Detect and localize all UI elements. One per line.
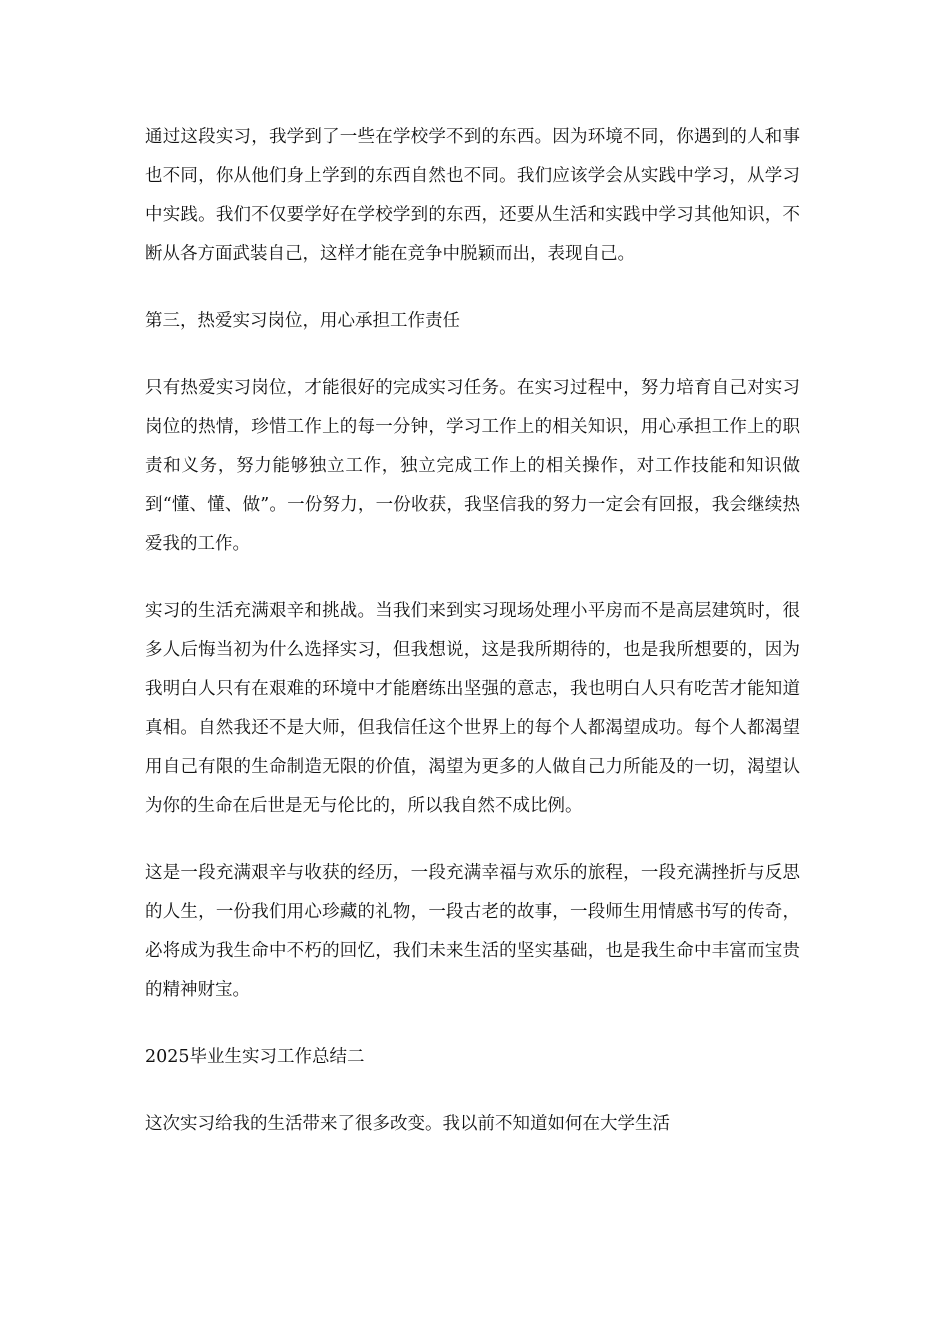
paragraph-challenges: 实习的生活充满艰辛和挑战。当我们来到实习现场处理小平房而不是高层建筑时，很多人后悔当初为什么选择实习，但我想说，这是我所期待的，也是我所想要的，因为我明白人只有在艰难的环境中才能磨练出坚强的意志，我也明白人只有吃苦才能知道真相。自然我还不是大师，但我信任这个世界上的每个人都渴望成功。每个人都渴望用自己有限的生命制造无限的价值，渴望为更多的人做自己力所能及的一切，渴望认为你的生命在后世是无与伦比的，所以我自然不成比例。 [145,601,800,816]
paragraph-love-job: 只有热爱实习岗位，才能很好的完成实习任务。在实习过程中，努力培育自己对实习岗位的热情，珍惜工作上的每一分钟，学习工作上的相关知识，用心承担工作上的职责和义务，努力能够独立工作，独立完成工作上的相关操作，对工作技能和知识做到“懂、懂、做”。一份努力，一份收获，我坚信我的努力一定会有回报，我会继续热爱我的工作。 [145,378,800,554]
section-heading-summary-two: 2025毕业生实习工作总结二 [145,1047,365,1067]
paragraph-changes: 这次实习给我的生活带来了很多改变。我以前不知道如何在大学生活 [145,1114,670,1134]
paragraph-learning: 通过这段实习，我学到了一些在学校学不到的东西。因为环境不同，你遇到的人和事也不同，你从他们身上学到的东西自然也不同。我们应该学会从实践中学习，从学习中实践。我们不仅要学好在学校学到的东西，还要从生活和实践中学习其他知识，不断从各方面武装自己，这样才能在竞争中脱颖而出，表现自己。 [145,127,800,264]
document-body [145,118,800,1172]
section-heading-third: 第三，热爱实习岗位，用心承担工作责任 [145,311,460,331]
paragraph-experience: 这是一段充满艰辛与收获的经历，一段充满幸福与欢乐的旅程，一段充满挫折与反思的人生，一份我们用心珍藏的礼物，一段古老的故事，一段师生用情感书写的传奇，必将成为我生命中不朽的回忆，我们未来生活的坚实基础，也是我生命中丰富而宝贵的精神财宝。 [145,863,800,1000]
